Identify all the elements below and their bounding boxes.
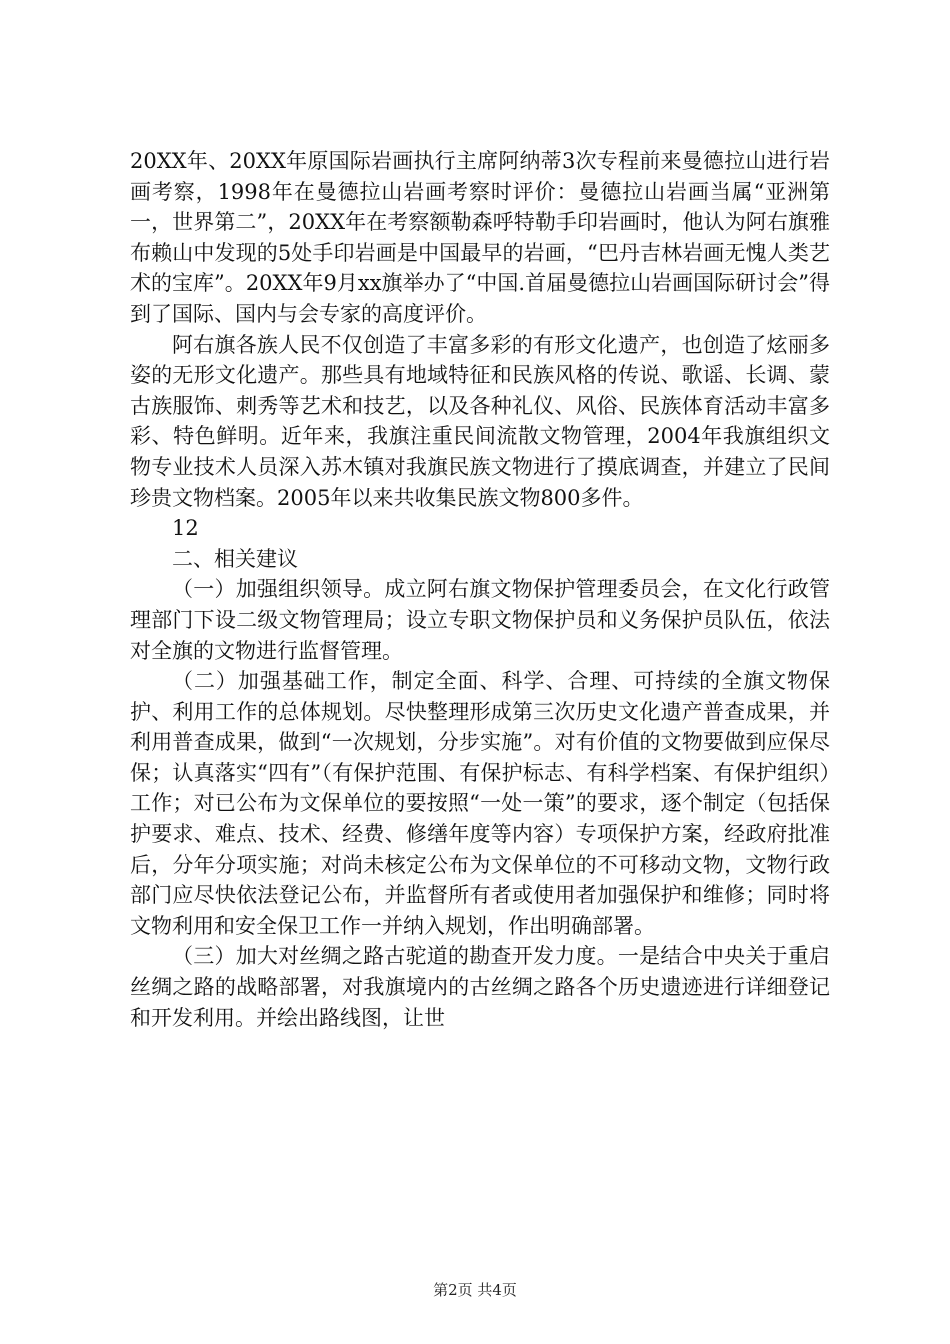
paragraph-6: （二）加强基础工作，制定全面、科学、合理、可持续的全旗文物保护、利用工作的总体规划。尽快整理形成第三次历史文化遗产普查成果，并利用普查成果，做到“一次规划，分步实施”。对有价值的文物要做到应保尽保；认真落实“四有”（有保护范围、有保护标志、有科学档案、有保护组织）工作；对已公布为文保单位的要按照“一处一策”的要求，逐个制定（包括保护要求、难点、技术、经费、修缮年度等内容）专项保护方案，经政府批准后，分年分项实施；对尚未核定公布为文保单位的不可移动文物，文物行政部门应尽快依法登记公布，并监督所有者或使用者加强保护和维修；同时将文物利用和安全保卫工作一并纳入规划，作出明确部署。 [130,669,830,938]
document-body [130,146,830,1033]
paragraph-1: 20XX年、20XX年原国际岩画执行主席阿纳蒂3次专程前来曼德拉山进行岩画考察，1998年在曼德拉山岩画考察时评价：曼德拉山岩画当属“亚洲第一，世界第二”，20XX年在考察额勒森呼特勒手印岩画时，他认为阿右旗雅布赖山中发现的5处手印岩画是中国最早的岩画，“巴丹吉林岩画无愧人类艺术的宝库”。20XX年9月xx旗举办了“中国.首届曼德拉山岩画国际研讨会”得到了国际、国内与会专家的高度评价。 [130,149,830,326]
section-heading: 二、相关建议 [172,546,298,571]
paragraph-7: （三）加大对丝绸之路古驼道的勘查开发力度。一是结合中央关于重启丝绸之路的战略部署，对我旗境内的古丝绸之路各个历史遗迹进行详细登记和开发利用。并绘出路线图，让世 [130,944,830,1030]
page-footer: 第2页 共4页 [433,1281,517,1299]
paragraph-2: 阿右旗各族人民不仅创造了丰富多彩的有形文化遗产，也创造了炫丽多姿的无形文化遗产。那些具有地域特征和民族风格的传说、歌谣、长调、蒙古族服饰、刺秀等艺术和技艺，以及各种礼仪、风俗、民族体育活动丰富多彩、特色鲜明。近年来，我旗注重民间流散文物管理，2004年我旗组织文物专业技术人员深入苏木镇对我旗民族文物进行了摸底调查，并建立了民间珍贵文物档案。2005年以来共收集民族文物800多件。 [130,332,830,510]
paragraph-3-number: 12 [172,516,199,541]
paragraph-5: （一）加强组织领导。成立阿右旗文物保护管理委员会，在文化行政管理部门下设二级文物管理局；设立专职文物保护员和义务保护员队伍，依法对全旗的文物进行监督管理。 [130,577,830,663]
